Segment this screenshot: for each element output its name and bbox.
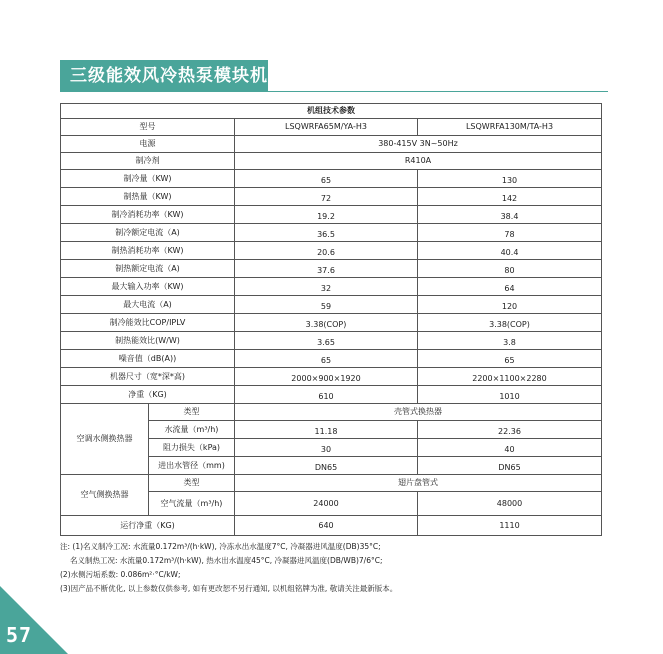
row-value: 40.4 <box>418 242 602 260</box>
row-value: 36.5 <box>235 224 418 242</box>
note-line: 名义制热工况: 水流量0.172m³/(h·kW), 热水出水温度45°C, 冷凝器进风温度(DB/WB)7/6°C; <box>70 556 383 565</box>
model-label: 型号 <box>61 119 235 136</box>
row-value: 130 <box>418 170 602 188</box>
water-hx-row-value: DN65 <box>235 457 418 475</box>
page-title: 三级能效风冷热泵模块机组 <box>60 60 268 92</box>
row-value: 3.38(COP) <box>235 314 418 332</box>
row-value-shared: R410A <box>235 153 602 170</box>
row-value: 32 <box>235 278 418 296</box>
row-label: 电源 <box>61 136 235 153</box>
air-hx-flow-label: 空气流量（m³/h) <box>149 492 235 516</box>
note-line: (2)水侧污垢系数: 0.086m²·°C/kW; <box>60 570 181 579</box>
air-hx-group-label: 空气侧换热器 <box>61 475 149 516</box>
row-value: 142 <box>418 188 602 206</box>
row-value: 59 <box>235 296 418 314</box>
row-value: 65 <box>418 350 602 368</box>
page-number: 57 <box>6 623 33 647</box>
row-label: 制热能效比(W/W) <box>61 332 235 350</box>
row-value: 120 <box>418 296 602 314</box>
water-hx-type-label: 类型 <box>149 404 235 421</box>
row-label: 净重（KG) <box>61 386 235 404</box>
row-value: 72 <box>235 188 418 206</box>
row-value: 64 <box>418 278 602 296</box>
water-hx-row-value: 40 <box>418 439 602 457</box>
row-value: 2200×1100×2280 <box>418 368 602 386</box>
row-label: 最大输入功率（KW) <box>61 278 235 296</box>
row-label: 制热量（KW) <box>61 188 235 206</box>
air-hx-flow-value: 48000 <box>418 492 602 516</box>
model-cell: LSQWRFA130M/TA-H3 <box>418 119 602 136</box>
row-label: 制冷额定电流（A) <box>61 224 235 242</box>
row-value: 78 <box>418 224 602 242</box>
row-label: 机器尺寸（宽*深*高) <box>61 368 235 386</box>
note-line: (3)因产品不断优化, 以上参数仅供参考, 如有更改恕不另行通知, 以机组铭牌为准, 敬请关注最新版本。 <box>60 584 398 593</box>
water-hx-row-value: 11.18 <box>235 421 418 439</box>
row-value: 37.6 <box>235 260 418 278</box>
water-hx-row-value: 22.36 <box>418 421 602 439</box>
row-value: 65 <box>235 350 418 368</box>
operating-weight-value: 1110 <box>418 516 602 536</box>
row-value: 20.6 <box>235 242 418 260</box>
row-value: 610 <box>235 386 418 404</box>
operating-weight-value: 640 <box>235 516 418 536</box>
air-hx-type-label: 类型 <box>149 475 235 492</box>
model-cell: LSQWRFA65M/YA-H3 <box>235 119 418 136</box>
row-value: 3.8 <box>418 332 602 350</box>
note-line: 注: (1)名义制冷工况: 水流量0.172m³/(h·kW), 冷冻水出水温度7°C, 冷凝器进风温度(DB)35°C; <box>60 542 381 551</box>
water-hx-row-value: 30 <box>235 439 418 457</box>
row-value: 3.38(COP) <box>418 314 602 332</box>
row-label: 制冷剂 <box>61 153 235 170</box>
water-hx-row-label: 水流量（m³/h) <box>149 421 235 439</box>
row-value: 65 <box>235 170 418 188</box>
row-value: 38.4 <box>418 206 602 224</box>
row-value-shared: 380-415V 3N~50Hz <box>235 136 602 153</box>
row-label: 制热消耗功率（KW) <box>61 242 235 260</box>
table-header: 机组技术参数 <box>61 104 602 119</box>
operating-weight-label: 运行净重（KG) <box>61 516 235 536</box>
row-value: 3.65 <box>235 332 418 350</box>
row-label: 制冷能效比COP/IPLV <box>61 314 235 332</box>
row-value: 80 <box>418 260 602 278</box>
row-label: 制冷量（KW) <box>61 170 235 188</box>
row-value: 2000×900×1920 <box>235 368 418 386</box>
row-label: 制热额定电流（A) <box>61 260 235 278</box>
row-value: 19.2 <box>235 206 418 224</box>
row-label: 噪音值（dB(A)) <box>61 350 235 368</box>
row-label: 最大电流（A) <box>61 296 235 314</box>
water-hx-row-value: DN65 <box>418 457 602 475</box>
water-hx-row-label: 进出水管径（mm) <box>149 457 235 475</box>
water-hx-type-value: 壳管式换热器 <box>235 404 602 421</box>
water-hx-group-label: 空调水侧换热器 <box>61 404 149 475</box>
air-hx-flow-value: 24000 <box>235 492 418 516</box>
row-label: 制冷消耗功率（KW) <box>61 206 235 224</box>
water-hx-row-label: 阻力损失（kPa) <box>149 439 235 457</box>
row-value: 1010 <box>418 386 602 404</box>
air-hx-type-value: 翅片盘管式 <box>235 475 602 492</box>
